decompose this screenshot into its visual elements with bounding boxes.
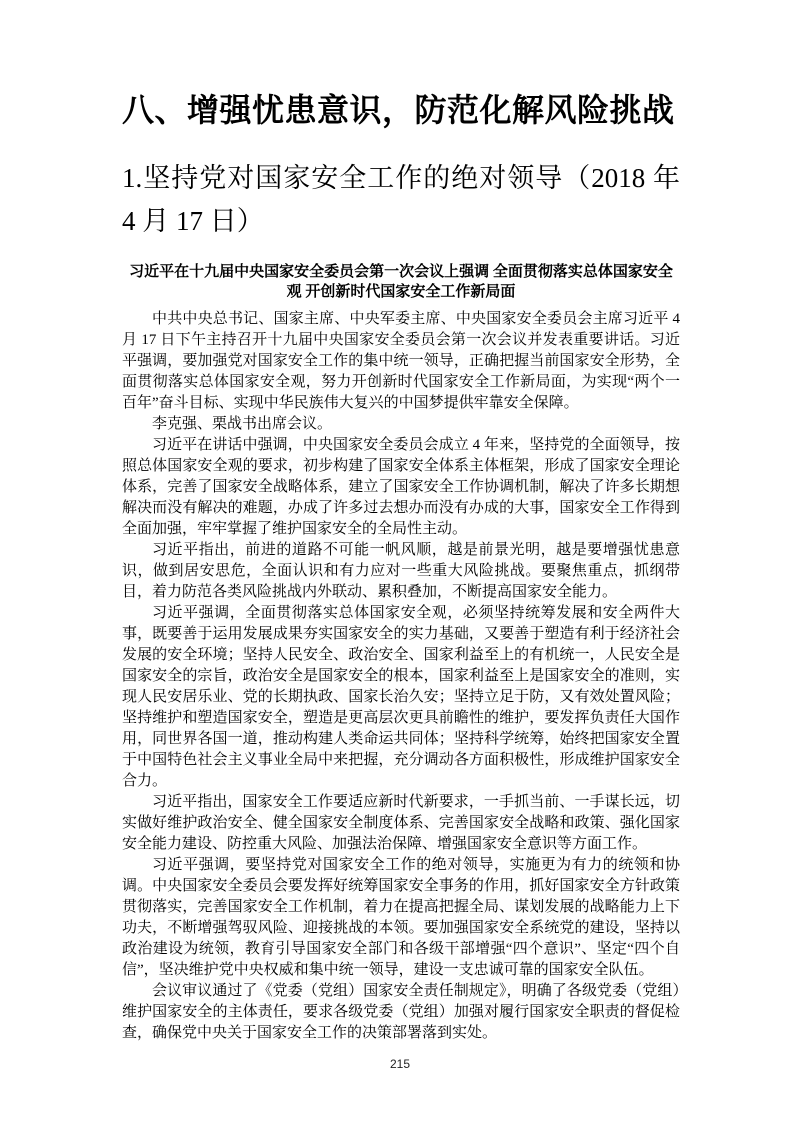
article-paragraph: 习近平在讲话中强调，中央国家安全委员会成立 4 年来，坚持党的全面领导，按照总体国家安全观的要求，初步构建了国家安全体系主体框架，形成了国家安全理论体系，完善了国家安全战略体系，建立了国家安全工作协调机制，解决了许多长期想解决而没有解决的难题，办成了许多过去想办而没有办成的大事，国家安全工作得到全面加强，牢牢掌握了维护国家安全的全局性主动。 — [122, 436, 680, 537]
article-body — [122, 309, 680, 1044]
article-paragraph: 习近平指出，前进的道路不可能一帆风顺，越是前景光明，越是要增强忧患意识，做到居安思危，全面认识和有力应对一些重大风险挑战。要聚焦重点，抓纲带目，着力防范各类风险挑战内外联动、累积叠加，不断提高国家安全能力。 — [122, 541, 680, 600]
article-paragraph: 习近平指出，国家安全工作要适应新时代新要求，一手抓当前、一手谋长远，切实做好维护政治安全、健全国家安全制度体系、完善国家安全战略和政策、强化国家安全能力建设、防控重大风险、加强法治保障、增强国家安全意识等方面工作。 — [122, 793, 680, 852]
article-paragraph: 习近平强调，要坚持党对国家安全工作的绝对领导，实施更为有力的统领和协调。中央国家安全委员会要发挥好统筹国家安全事务的作用，抓好国家安全方针政策贯彻落实，完善国家安全工作机制，着力在提高把握全局、谋划发展的战略能力上下功夫，不断增强驾驭风险、迎接挑战的本领。要加强国家安全系统党的建设，坚持以政治建设为统领，教育引导国家安全部门和各级干部增强“四个意识”、坚定“四个自信”，坚决维护党中央权威和集中统一领导，建设一支忠诚可靠的国家安全队伍。 — [122, 856, 680, 978]
article-paragraph: 李克强、栗战书出席会议。 — [152, 415, 333, 432]
article-paragraph: 中共中央总书记、国家主席、中央军委主席、中央国家安全委员会主席习近平 4 月 17 日下午主持召开十九届中央国家安全委员会第一次会议并发表重要讲话。习近平强调，要加强党对国家安全工作的集中统一领导，正确把握当前国家安全形势，全面贯彻落实总体国家安全观，努力开创新时代国家安全工作新局面，为实现“两个一百年”奋斗目标、实现中华民族伟大复兴的中国梦提供牢靠安全保障。 — [122, 310, 680, 411]
page-number: 215 — [389, 1057, 411, 1071]
article-paragraph: 习近平强调，全面贯彻落实总体国家安全观，必须坚持统筹发展和安全两件大事，既要善于运用发展成果夯实国家安全的实力基础，又要善于塑造有利于经济社会发展的安全环境；坚持人民安全、政治安全、国家利益至上的有机统一，人民安全是国家安全的宗旨，政治安全是国家安全的根本，国家利益至上是国家安全的准则，实现人民安居乐业、党的长期执政、国家长治久安；坚持立足于防，又有效处置风险；坚持维护和塑造国家安全，塑造是更高层次更具前瞻性的维护，要发挥负责任大国作用，同世界各国一道，推动构建人类命运共同体；坚持科学统筹，始终把国家安全置于中国特色社会主义事业全局中来把握，充分调动各方面积极性，形成维护国家安全合力。 — [122, 604, 680, 789]
article-paragraph: 会议审议通过了《党委（党组）国家安全责任制规定》，明确了各级党委（党组）维护国家安全的主体责任，要求各级党委（党组）加强对履行国家安全职责的督促检查，确保党中央关于国家安全工作的决策部署落到实处。 — [122, 982, 680, 1041]
chapter-heading: 八、增强忧患意识，防范化解风险挑战 — [122, 92, 675, 128]
article-title: 习近平在十九届中央国家安全委员会第一次会议上强调 全面贯彻落实总体国家安全观 开创新时代国家安全工作新局面 — [129, 263, 673, 300]
section-heading: 1.坚持党对国家安全工作的绝对领导（2018 年 4 月 17 日） — [122, 162, 680, 236]
